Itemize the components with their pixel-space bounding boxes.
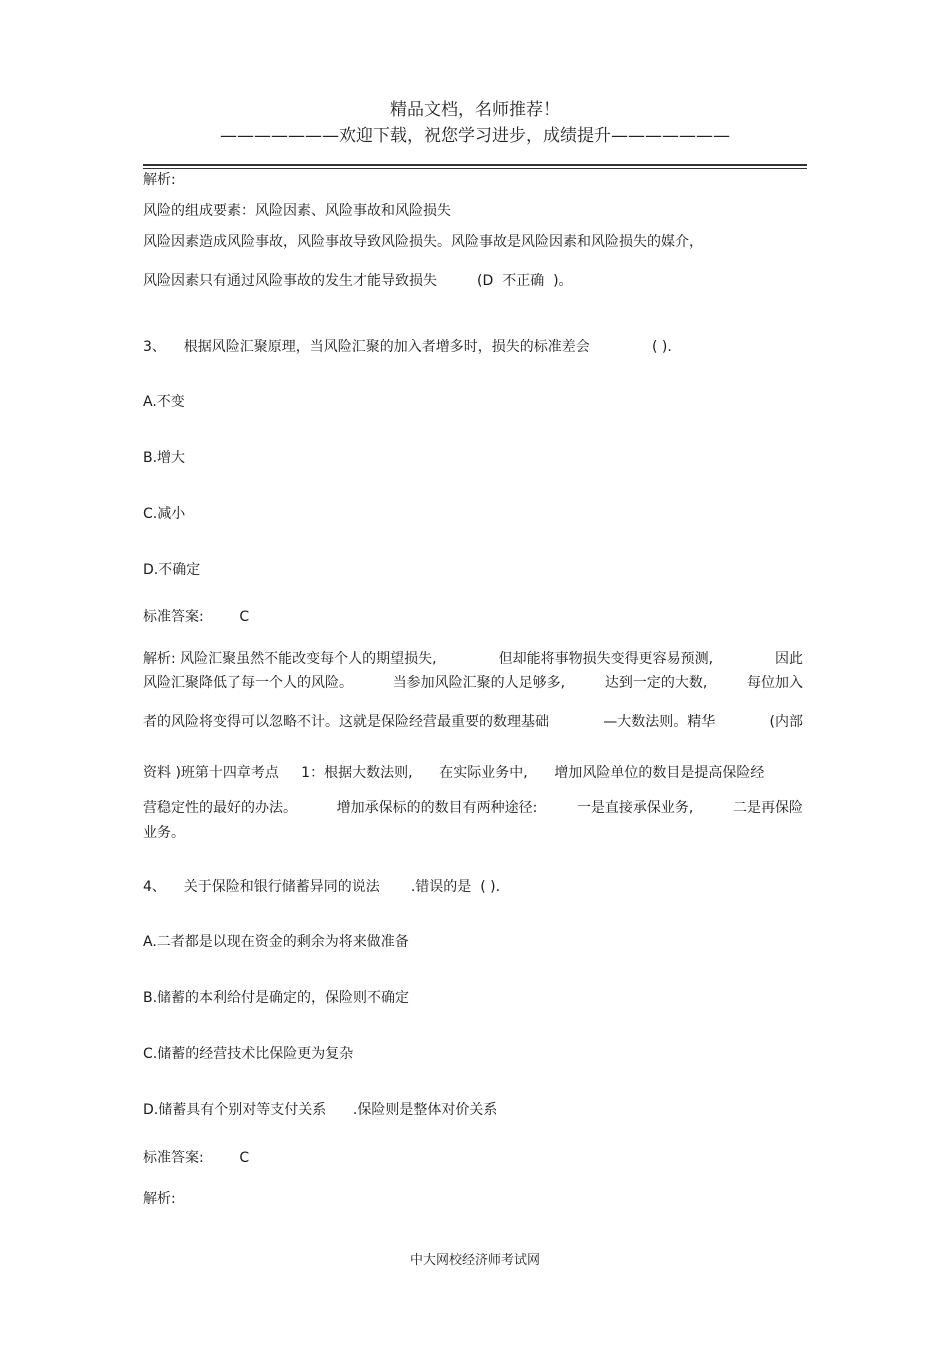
q3-option-a: A.不变: [143, 394, 185, 410]
question-3: 3、 根据风险汇聚原理，当风险汇聚的加入者增多时，损失的标准差会 ( ).: [143, 339, 672, 355]
text-segment: 但却能将事物损失变得更容易预测,: [498, 651, 714, 667]
q4-option-d: D.储蓄具有个别对等支付关系 .保险则是整体对价关系: [143, 1102, 498, 1118]
q3-analysis-line: [143, 650, 803, 668]
q3-analysis-line: 业务。: [143, 825, 185, 841]
text-segment: (内部: [769, 714, 803, 730]
q3-analysis-line: [143, 713, 803, 731]
q4-option-c: C.储蓄的经营技术比保险更为复杂: [143, 1046, 354, 1062]
q4-option-a: A.二者都是以现在资金的剩余为将来做准备: [143, 934, 409, 950]
analysis-text: 风险的组成要素：风险因素、风险事故和风险损失: [143, 203, 451, 219]
q3-analysis-line: [143, 799, 803, 817]
text-segment: 营稳定性的最好的办法。: [143, 800, 297, 816]
text-segment: 二是再保险: [733, 800, 803, 816]
text-segment: 达到一定的大数,: [604, 675, 708, 691]
analysis-text: 风险因素造成风险事故，风险事故导致风险损失。风险事故是风险因素和风险损失的媒介，: [143, 234, 703, 250]
text-segment: —大数法则。精华: [603, 714, 716, 730]
q3-option-c: C.减小: [143, 506, 186, 522]
analysis-text: 风险因素只有通过风险事故的发生才能导致损失 (D 不正确 )。: [143, 273, 573, 289]
page-header-subtitle: ———————欢迎下载，祝您学习进步，成绩提升———————: [220, 126, 730, 146]
q4-answer: 标准答案: C: [143, 1150, 250, 1166]
header-divider: [143, 164, 807, 169]
text-segment: 每位加入: [746, 675, 803, 691]
text-segment: 风险汇聚降低了每一个人的风险。: [143, 675, 353, 691]
text-segment: 一是直接承保业务,: [576, 800, 694, 816]
q3-option-d: D.不确定: [143, 562, 201, 578]
q3-answer: 标准答案: C: [143, 609, 250, 625]
q3-option-b: B.增大: [143, 450, 186, 466]
page-header-title: 精品文档，名师推荐！: [390, 100, 560, 120]
text-segment: 当参加风险汇聚的人足够多,: [392, 675, 566, 691]
q4-option-b: B.储蓄的本利给付是确定的，保险则不确定: [143, 990, 410, 1006]
page-footer: 中大网校经济师考试网: [409, 1253, 540, 1268]
text-segment: 解析: 风险汇聚虽然不能改变每个人的期望损失,: [143, 651, 437, 667]
analysis-label: 解析:: [143, 172, 176, 188]
q4-analysis-label: 解析:: [143, 1191, 176, 1207]
text-segment: 因此: [774, 651, 803, 667]
question-4: 4、 关于保险和银行储蓄异同的说法 .错误的是 ( ).: [143, 879, 501, 895]
text-segment: 增加承保标的的数目有两种途径:: [336, 800, 538, 816]
q3-analysis-line: [143, 674, 803, 692]
q3-analysis-line: 资料 )班第十四章考点 1：根据大数法则, 在实际业务中, 增加风险单位的数目是提高保险经: [143, 765, 765, 781]
text-segment: 者的风险将变得可以忽略不计。这就是保险经营最重要的数理基础: [143, 714, 549, 730]
